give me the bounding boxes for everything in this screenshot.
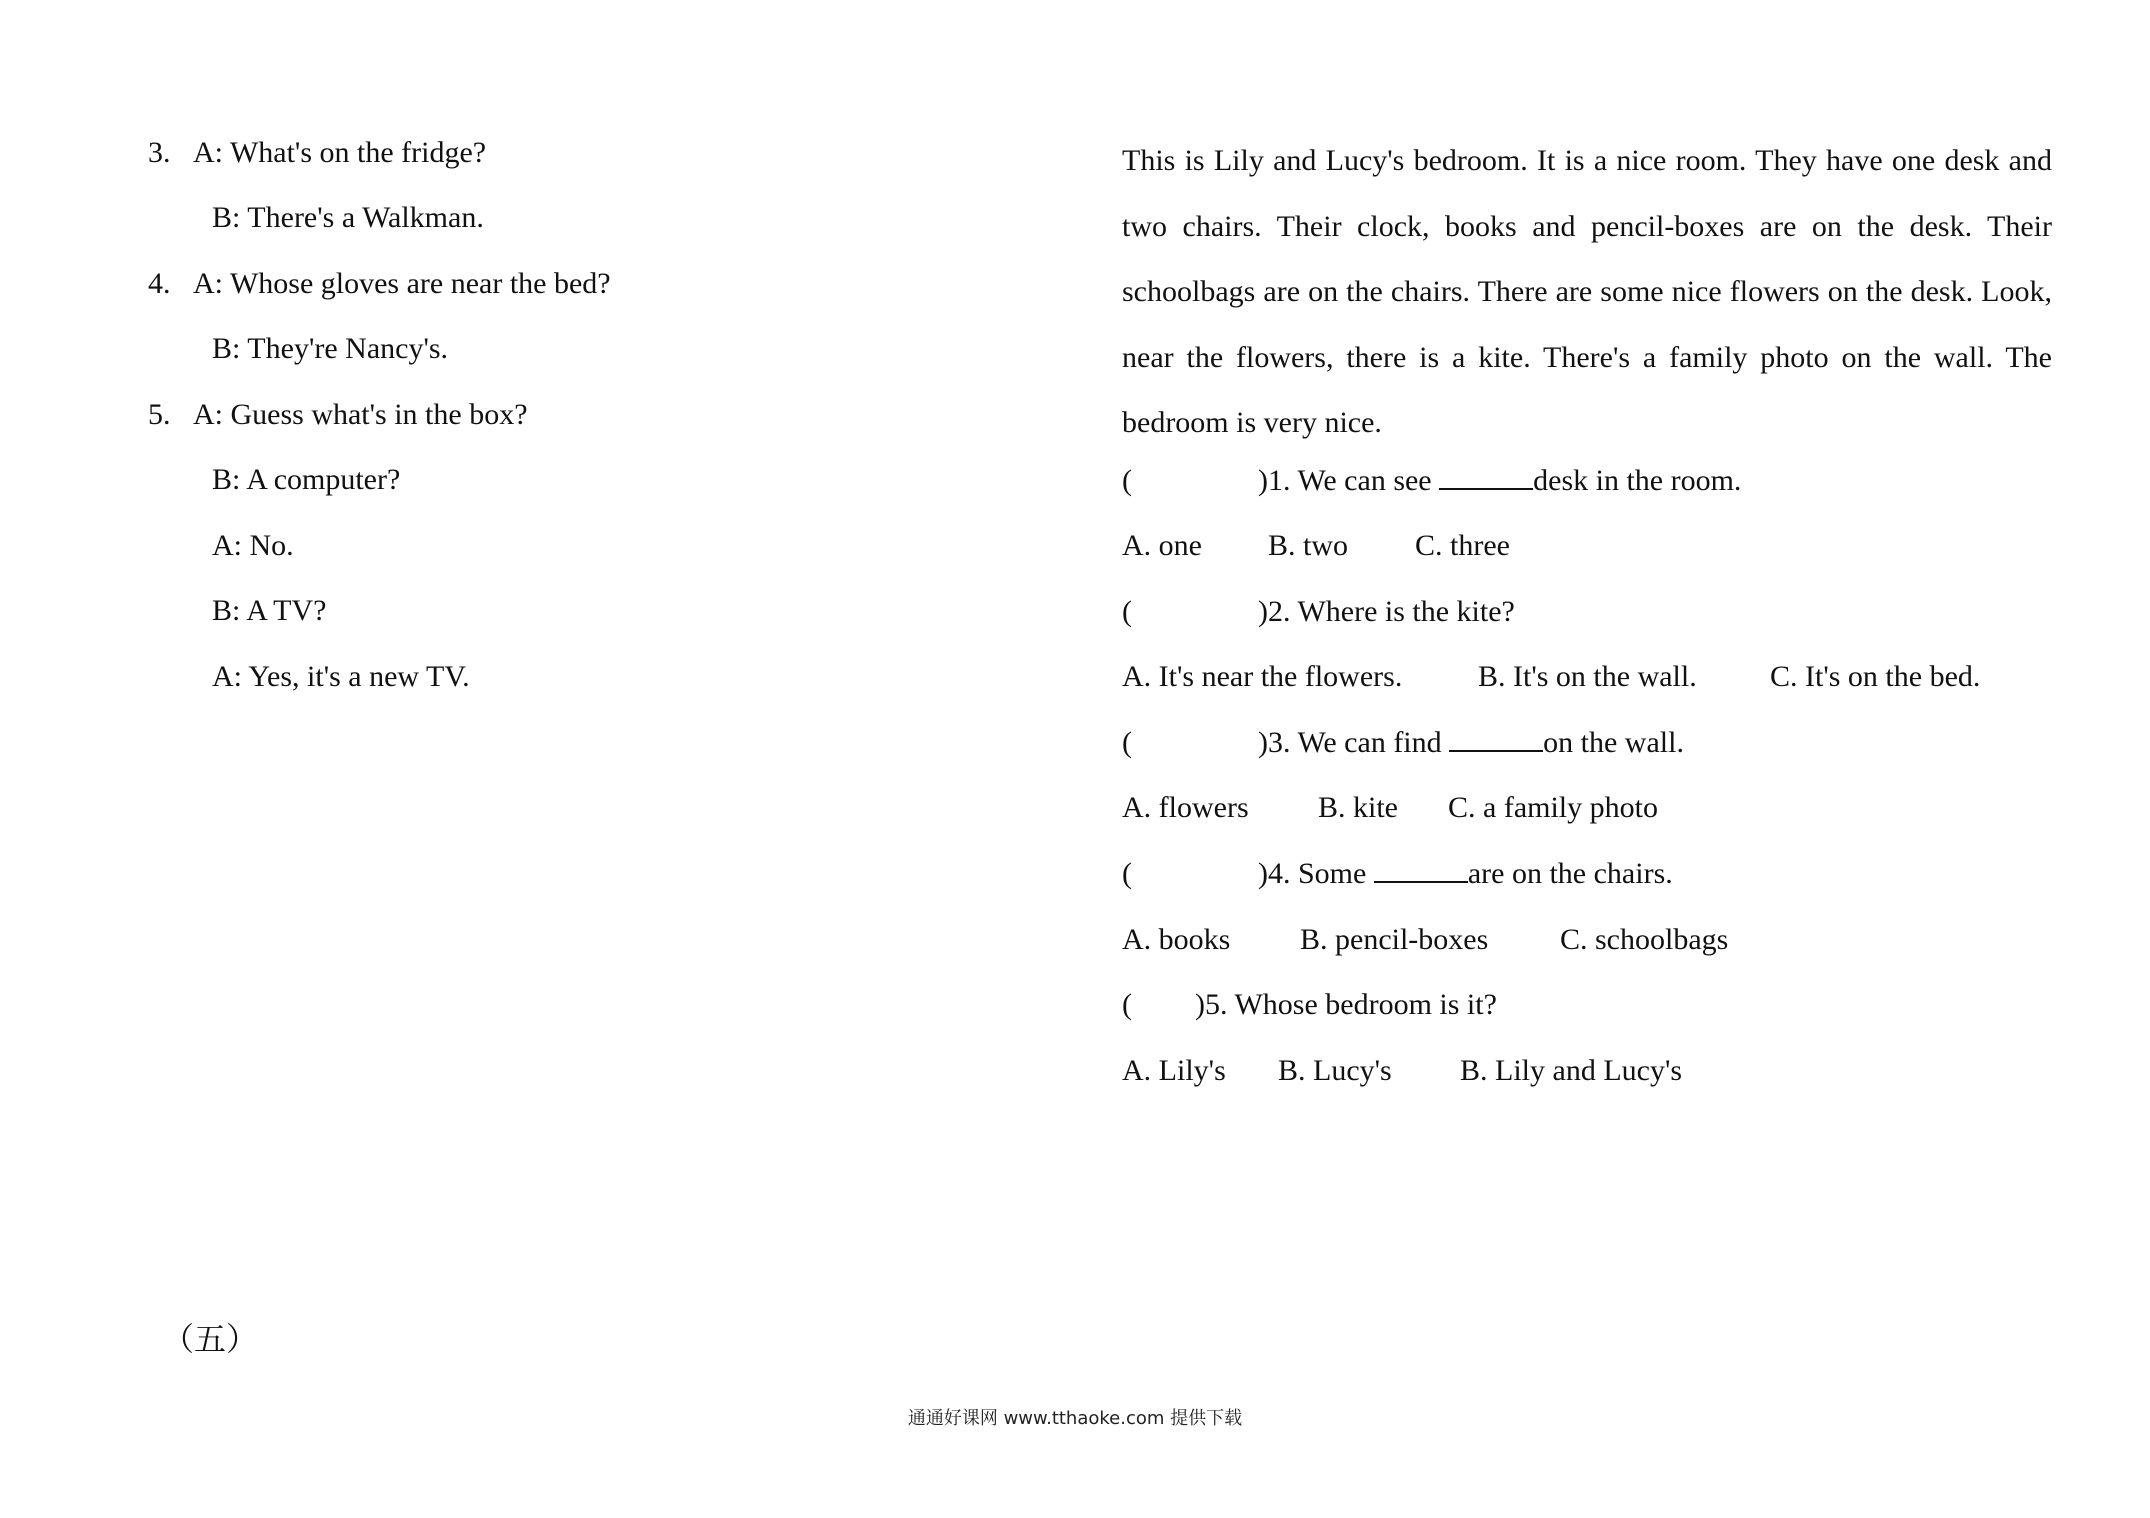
section-label: （五） [162, 1320, 259, 1358]
dialogue-line: A: Yes, it's a new TV. [212, 660, 470, 693]
answer-bracket-open: ( [1122, 464, 1132, 497]
dialogue-line: B: A computer? [212, 463, 401, 496]
option-c: C. It's on the bed. [1770, 660, 1981, 693]
answer-blank [1374, 857, 1468, 883]
question-prefix: 5. Whose bedroom is it? [1205, 988, 1497, 1021]
option-c: C. a family photo [1448, 791, 1658, 824]
dialogue-line: B: They're Nancy's. [212, 332, 449, 365]
question-text [1195, 987, 1497, 1023]
question-suffix: desk in the room. [1533, 464, 1742, 497]
dialogue-line: A: Guess what's in the box? [193, 398, 528, 431]
answer-bracket-open: ( [1122, 988, 1132, 1021]
option-b: B. Lucy's [1278, 1054, 1392, 1087]
dialogue-number: 4. [148, 267, 171, 300]
answer-bracket-close: ) [1258, 464, 1268, 497]
dialogue-number: 3. [148, 136, 171, 169]
option-a: A. It's near the flowers. [1122, 660, 1403, 693]
answer-bracket-close: ) [1258, 595, 1268, 628]
dialogue-line: A: What's on the fridge? [193, 136, 487, 169]
reading-passage: This is Lily and Lucy's bedroom. It is a nice room. They have one desk and two chairs. Their clock, books and pencil-boxes are on the desk. Their schoolbags are on the chairs. There are some nice flowers on the desk. Look, near the flowers, there is a kite. There's a family photo on the wall. The bedroom is very nice. [1122, 144, 2052, 440]
question-text [1258, 725, 1684, 761]
dialogue-line: A: Whose gloves are near the bed? [193, 267, 611, 300]
option-a: A. flowers [1122, 791, 1249, 824]
option-c: C. three [1415, 529, 1510, 562]
answer-bracket-open: ( [1122, 595, 1132, 628]
question-prefix: 2. Where is the kite? [1268, 595, 1515, 628]
option-a: A. books [1122, 923, 1231, 956]
option-a: A. one [1122, 529, 1202, 562]
answer-bracket-close: ) [1258, 726, 1268, 759]
answer-blank [1449, 726, 1543, 752]
answer-bracket-close: ) [1195, 988, 1205, 1021]
dialogue-number: 5. [148, 398, 171, 431]
question-prefix: 1. We can see [1268, 464, 1440, 497]
dialogue-line: A: No. [212, 529, 294, 562]
option-c: B. Lily and Lucy's [1460, 1054, 1683, 1087]
question-suffix: are on the chairs. [1467, 857, 1673, 890]
question-text [1258, 594, 1515, 630]
footer-text: 通通好课网 www.tthaoke.com 提供下载 [907, 1408, 1243, 1429]
question-prefix: 3. We can find [1268, 726, 1450, 759]
answer-bracket-open: ( [1122, 726, 1132, 759]
question-prefix: 4. Some [1268, 857, 1374, 890]
answer-bracket-close: ) [1258, 857, 1268, 890]
option-b: B. It's on the wall. [1478, 660, 1697, 693]
dialogue-line: B: A TV? [212, 594, 327, 627]
option-b: B. pencil-boxes [1300, 923, 1489, 956]
option-c: C. schoolbags [1560, 923, 1729, 956]
question-text [1258, 856, 1673, 892]
question-suffix: on the wall. [1543, 726, 1684, 759]
dialogue-line: B: There's a Walkman. [212, 201, 484, 234]
option-b: B. two [1268, 529, 1349, 562]
question-text [1258, 463, 1741, 499]
answer-blank [1439, 464, 1533, 490]
option-a: A. Lily's [1122, 1054, 1226, 1087]
option-b: B. kite [1318, 791, 1398, 824]
answer-bracket-open: ( [1122, 857, 1132, 890]
